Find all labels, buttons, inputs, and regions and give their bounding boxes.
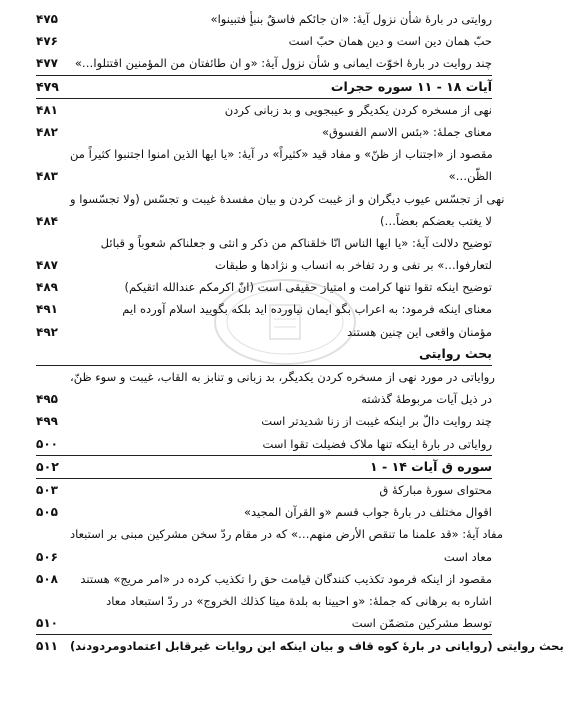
entry-text: در ذیل آیات مربوطهٔ گذشته	[361, 392, 492, 407]
entry-text: معنای جملهٔ: «بئس الاسم الفسوق»	[322, 124, 492, 139]
toc-row	[36, 546, 492, 568]
entry-text: توسط مشرکین متضمّن است	[351, 616, 492, 631]
toc-row	[36, 254, 492, 276]
toc-row	[36, 568, 492, 590]
entry-text: الظّن…»	[448, 169, 492, 184]
entry-text: توضیح دلالت آیهٔ: «یا ایها الناس انّا خلقناکم من ذکر و انثی و جعلناکم شعوباً و قبائل	[100, 235, 492, 250]
entry-text: اقوال مختلف در بارهٔ جواب قسم «و القرآن المجید»	[243, 505, 492, 520]
entry-text: مفاد آیهٔ: «قد علمنا ما تنقص الأرض منهم…» که در مقام ردّ سخن مشرکین مبنی بر استبعاد	[70, 527, 504, 542]
page-number: ۵۱۱	[36, 639, 58, 654]
entry-text: حبّ همان دین است و دین همان حبّ است	[288, 34, 492, 49]
page-number: ۵۰۰	[36, 436, 58, 451]
toc-row	[36, 433, 492, 455]
entry-text: چند روایت دالّ بر اینکه غیبت از زنا شدیدتر است	[261, 414, 492, 429]
page-number: ۴۹۹	[36, 414, 58, 429]
page-number: ۵۰۲	[36, 458, 59, 474]
toc-row	[36, 635, 564, 657]
entry-text: بحث روایتی (روایاتی در بارهٔ کوه قاف و بیان اینکه این روایات غیرقابل اعتمادومردودند)	[70, 639, 564, 654]
entry-text: روایتی در بارهٔ شأن نزول آیهٔ: «ان جائکم فاسقٌ بنبأٍ فتبینوا»	[210, 12, 492, 26]
entry-text: معاد است	[443, 549, 492, 564]
toc-row	[36, 612, 492, 634]
toc-row	[36, 388, 492, 410]
toc-row	[36, 501, 492, 523]
toc-row	[36, 99, 492, 121]
entry-text: نهی از تجسّس عیوب دیگران و از غیبت کردن و بیان مفسدهٔ غیبت و تجسّس (ولا تجسّسوا و	[70, 191, 505, 206]
entry-text: لتعارفوا…» بر نفی و رد تفاخر به انساب و نژادها و طبقات	[215, 258, 492, 273]
page-number: ۴۸۲	[36, 124, 58, 139]
entry-text: توضیح اینکه تقوا تنها کرامت و امتیاز حقیقی است (انّ اکرمکم عندالله اتقیکم)	[124, 280, 492, 295]
toc-row	[36, 52, 492, 74]
entry-text: محتوای سورهٔ مبارکهٔ ق	[379, 482, 492, 497]
entry-text: معنای اینکه فرمود: به اعراب بگو ایمان نیاورده اید بلکه بگویید اسلام آورده ایم	[122, 302, 492, 317]
page-number: ۴۹۲	[36, 324, 58, 339]
section-heading	[36, 456, 492, 478]
entry-text: لا یغتب بعضکم بعضاً…)	[380, 213, 492, 228]
page-number: ۴۷۵	[36, 12, 58, 26]
entry-text: روایاتی در مورد نهی از مسخره کردن یکدیگر، بد زبانی و تنابز به القاب، غیبت و سوء ظنّ،	[70, 370, 495, 384]
section-heading	[36, 343, 492, 365]
page-number: ۵۰۶	[36, 549, 58, 564]
page-number: ۴۸۹	[36, 280, 58, 295]
toc-row	[36, 8, 492, 30]
toc-row	[36, 232, 492, 254]
page-number: ۴۷۶	[36, 34, 58, 49]
toc-row	[36, 479, 492, 501]
page-number: ۵۰۸	[36, 571, 58, 586]
page-number: ۴۸۳	[36, 169, 58, 184]
heading-text: بحث روایتی	[419, 345, 492, 361]
page-number: ۵۰۵	[36, 505, 58, 520]
toc-row	[36, 121, 492, 143]
entry-text: مؤمنان واقعی این چنین هستند	[347, 324, 492, 339]
toc-row	[36, 143, 492, 165]
toc-row	[36, 590, 492, 612]
toc-row	[36, 298, 492, 320]
page-number: ۴۸۱	[36, 102, 58, 117]
entry-text: اشاره به برهانی که جملهٔ: «و احیینا به بلدة میتا کذلك الخروج» در ردّ استبعاد معاد	[106, 593, 492, 608]
entry-text: چند روایت در بارهٔ اخوّت ایمانی و شأن نزول آیهٔ: «و ان طائفتان من المؤمنین اقتتلوا…»	[74, 56, 492, 71]
page-number: ۴۹۱	[36, 302, 58, 317]
toc-row	[36, 276, 492, 298]
toc-row	[36, 321, 492, 343]
entry-text: نهی از مسخره کردن یکدیگر و عیبجویی و بد زبانی کردن	[224, 102, 492, 117]
page-number: ۴۸۷	[36, 258, 58, 273]
toc-row	[36, 410, 492, 432]
entry-text: روایاتی در بارهٔ اینکه تنها ملاک فضیلت تقوا است	[262, 436, 492, 451]
toc-row	[36, 523, 504, 545]
page-number: ۴۷۹	[36, 78, 59, 94]
page-number: ۴۷۷	[36, 56, 58, 71]
page-number: ۴۹۵	[36, 392, 58, 407]
page-number: ۵۰۳	[36, 482, 58, 497]
toc-row	[36, 30, 492, 52]
toc-row	[36, 366, 495, 388]
page-number: ۴۸۴	[36, 213, 58, 228]
heading-text: سوره ق آیات ۱۴ - ۱	[370, 458, 492, 474]
entry-text: مقصود از اینکه فرمود تکذیب کنندگان قیامت حق را تکذیب کرده در «امر مریج» هستند	[80, 571, 492, 586]
section-heading	[36, 76, 492, 98]
toc-row	[36, 188, 505, 210]
toc-row	[36, 210, 492, 232]
entry-text: مقصود از «اجتناب از ظنّ» و مفاد قید «کثیراً» در آیهٔ: «یا ایها الذین امنوا اجتنبوا کثیراً من	[70, 147, 493, 162]
heading-text: آیات ۱۸ - ۱۱ سوره حجرات	[330, 78, 492, 94]
page-number: ۵۱۰	[36, 616, 58, 631]
toc-row	[36, 165, 492, 187]
